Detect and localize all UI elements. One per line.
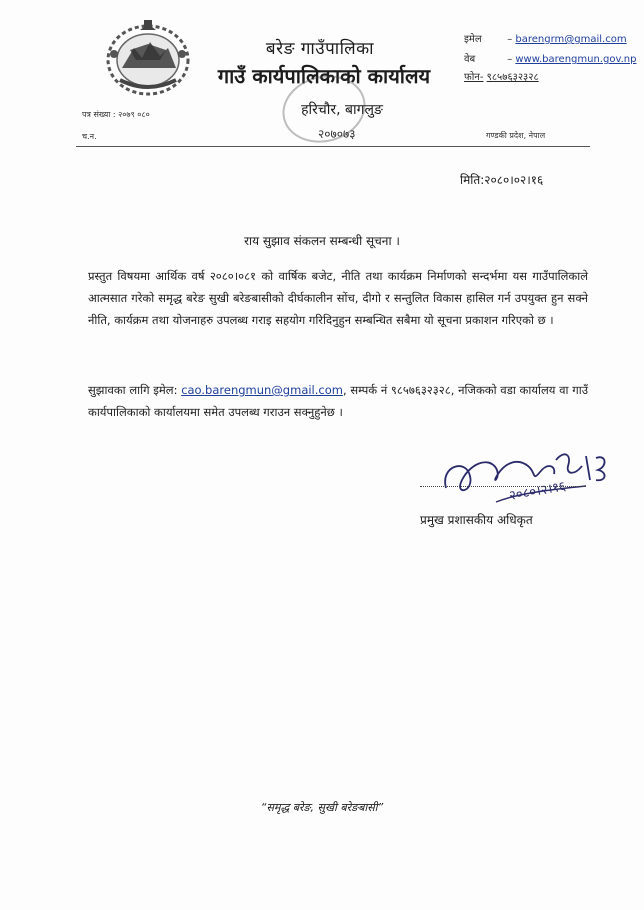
web-label: वेब: [464, 54, 476, 65]
nepal-emblem-logo: [100, 14, 196, 98]
phone-label: फोन-: [464, 72, 484, 83]
office-address: हरिचौर, बागलुङ: [301, 102, 383, 118]
contact-phone-row: [464, 69, 539, 83]
office-name: गाउँ कार्यपालिकाको कार्यालय: [217, 64, 431, 88]
body-paragraph-2: [88, 379, 588, 423]
suggestion-contact-text: , सम्पर्क नं ९८५७६३२३२८, नजिकको वडा कार्यालय वा गाउँ कार्यपालिकाको कार्यालयमा समेत उपलब्ध गराउन सक्नुहुनेछ ।: [88, 383, 588, 419]
reference-value: २०७९ ०८०: [118, 110, 150, 119]
footer-motto: “समृद्ध बरेङ, सुखी बरेङबासी”: [260, 801, 384, 814]
reference-label: पत्र संख्या: [82, 110, 111, 119]
contact-email-row: इमेल – barengrm@gmail.com: [464, 31, 627, 45]
suggestion-email-label: सुझावका लागि इमेल:: [88, 383, 178, 397]
phone-number: ९८५७६३२३२८: [486, 72, 539, 83]
header-divider: [76, 146, 590, 147]
handwritten-signature: [436, 436, 616, 520]
signatory-title: प्रमुख प्रशासकीय अधिकृत: [420, 513, 533, 527]
letter-date: मिति:२०८०।०२।१६: [460, 173, 544, 187]
letter-subject: राय सुझाव संकलन सम्बन्धी सूचना ।: [244, 234, 400, 248]
web-link[interactable]: www.barengmun.gov.np: [515, 54, 637, 65]
municipality-name: बरेङ गाउँपालिका: [265, 39, 375, 59]
signature-line: [420, 486, 586, 487]
body-paragraph-1: प्रस्तुत विषयमा आर्थिक वर्ष २०८०।०८१ को वार्षिक बजेट, नीति तथा कार्यक्रम निर्माणको सन्दर्भमा यस गाउँपालिकाले आत्मसात गरेको समृद्ध बरेङ सुखी बरेङबासीको दीर्घकालीन सोंच, दीगो र सन्तुलित विकास हासिल गर्न उपयुक्त हुन सक्ने नीति, कार्यक्रम तथा योजनाहरु उपलब्ध गराइ सहयोग गरिदिनुहुन सम्बन्धित सबैमा यो सूचना प्रकाशन गरिएको छ ।: [88, 269, 588, 327]
contact-web-row: वेब – www.barengmun.gov.np: [464, 51, 636, 65]
reference-number: पत्र संख्या : २०७९ ०८०: [82, 110, 150, 119]
email-link[interactable]: barengrm@gmail.com: [515, 34, 627, 45]
email-label: इमेल: [464, 34, 482, 45]
dispatch-number-label: च.न.: [82, 132, 97, 141]
signature-date: २०८०।२।१६: [508, 479, 568, 504]
suggestion-email-link[interactable]: cao.barengmun@gmail.com: [181, 383, 343, 397]
province-label: गण्डकी प्रदेश, नेपाल: [486, 131, 546, 140]
stamp-year: २०७०७३: [318, 127, 356, 141]
